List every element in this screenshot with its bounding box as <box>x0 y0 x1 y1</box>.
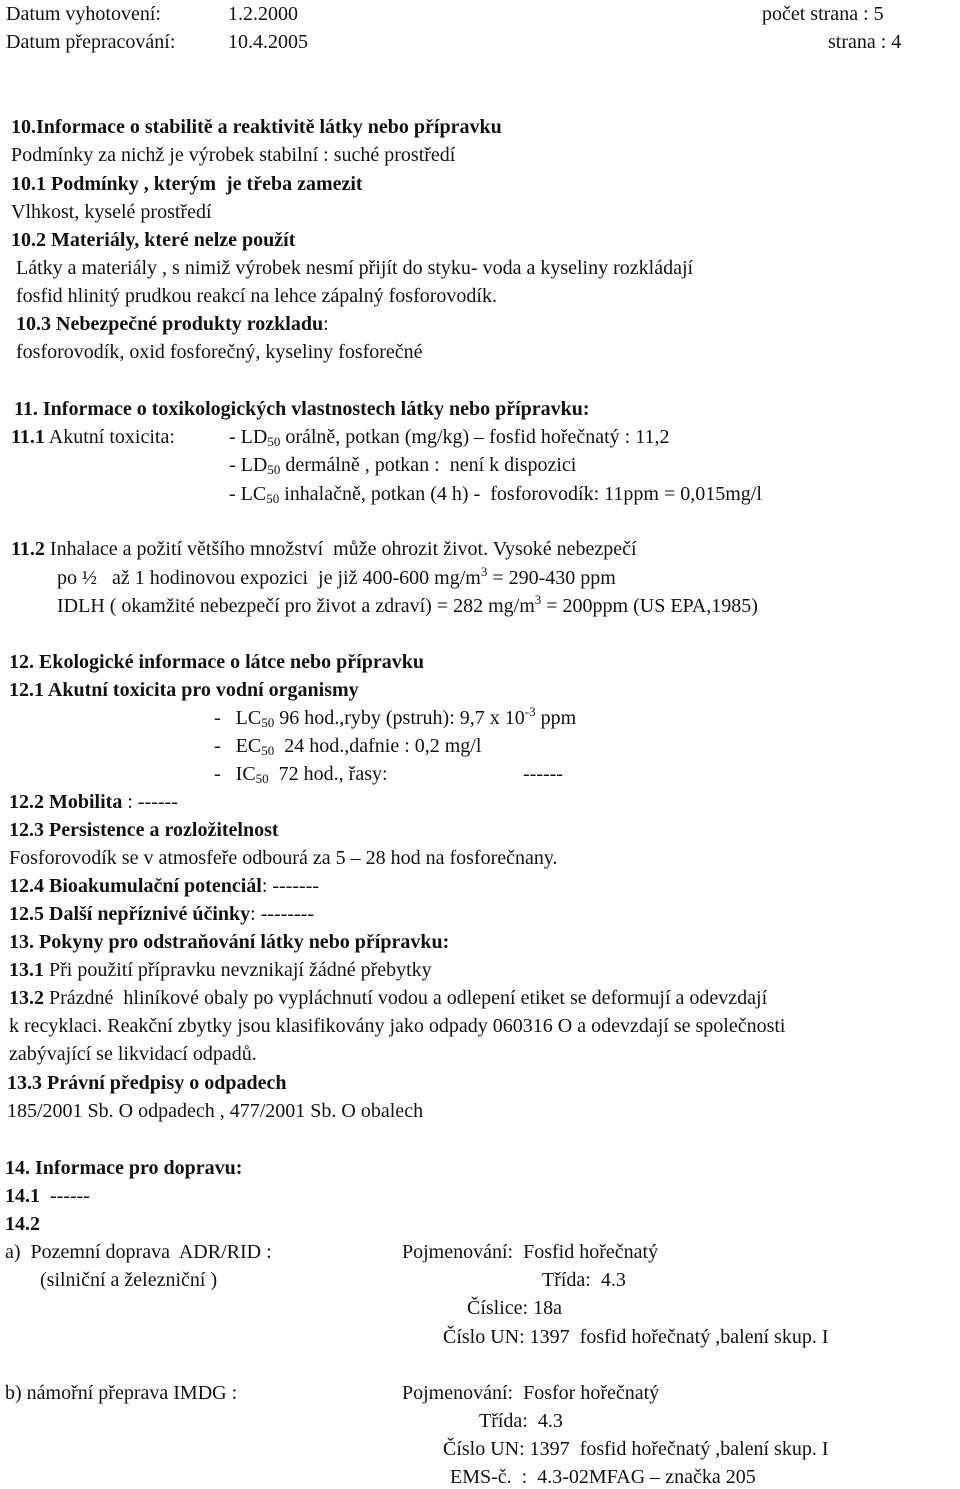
section-10-heading: 10.Informace o stabilitě a reaktivitě látky nebo přípravku <box>11 116 502 138</box>
land-transport-number: Číslice: 18a <box>467 1297 562 1319</box>
page-number: strana : 4 <box>828 31 902 53</box>
aquatic-lc50: - $LC_{50}$ 96 hod.,ryby (pstruh): 9,7 x $10^{-3}$ ppm <box>214 704 577 730</box>
section-13-2-text-2: k recyklaci. Reakční zbytky jsou klasifikovány jako odpady 060316 O a odevzdají se společnosti <box>9 1015 786 1037</box>
section-12-heading: 12. Ekologické informace o látce nebo přípravku <box>9 651 424 673</box>
land-transport-sublabel: (silniční a železniční ) <box>40 1269 218 1291</box>
sea-transport-name: Pojmenování: Fosfor hořečnatý <box>402 1382 660 1404</box>
section-10-2-text-2: fosfid hlinitý prudkou reakcí na lehce zápalný fosforovodík. <box>16 285 497 307</box>
aquatic-ic50-value: ------ <box>523 763 563 785</box>
stable-conditions-text: Podmínky za nichž je výrobek stabilní : suché prostředí <box>11 144 456 166</box>
section-11-2-text: 11.2 Inhalace a požití většího množství může ohrozit život. Vysoké nebezpečí <box>11 538 637 560</box>
land-transport-label: a) Pozemní doprava ADR/RID : <box>5 1241 272 1263</box>
section-12-3-heading: 12.3 Persistence a rozložitelnost <box>9 819 279 841</box>
section-11-heading: 11. Informace o toxikologických vlastnostech látky nebo přípravku: <box>14 398 590 420</box>
section-14-1: 14.1 ------ <box>5 1185 90 1207</box>
section-10-2-heading: 10.2 Materiály, které nelze použít <box>11 229 296 251</box>
aquatic-ic50: - $IC_{50}$ 72 hod., řasy: <box>214 763 388 786</box>
revised-date-value: 10.4.2005 <box>228 31 308 53</box>
section-10-2-text-1: Látky a materiály , s nimiž výrobek nesmí přijít do styku- voda a kyseliny rozkládají <box>16 257 694 279</box>
revised-date-label: Datum přepracování: <box>6 31 176 53</box>
land-transport-un: Číslo UN: 1397 fosfid hořečnatý ,balení skup. I <box>443 1326 829 1348</box>
section-14-2-heading: 14.2 <box>5 1213 40 1235</box>
section-12-1-heading: 12.1 Akutní toxicita pro vodní organismy <box>9 679 359 701</box>
section-12-3-text: Fosforovodík se v atmosfeře odbourá za 5 – 28 hod na fosforečnany. <box>9 847 558 869</box>
section-14-heading: 14. Informace pro dopravu: <box>5 1157 243 1179</box>
section-13-2-text-1: 13.2 Prázdné hliníkové obaly po vypláchnutí vodou a odlepení etiket se deformují a odevzdají <box>9 987 768 1009</box>
section-10-1-heading: 10.1 Podmínky , kterým je třeba zamezit <box>11 173 363 195</box>
sea-transport-label: b) námořní přeprava IMDG : <box>5 1382 238 1404</box>
page-count: počet strana : 5 <box>762 3 884 25</box>
created-date-label: Datum vyhotovení: <box>6 3 161 25</box>
section-12-2: 12.2 Mobilita : ------ <box>9 791 178 813</box>
sea-transport-ems: EMS-č. : 4.3-02MFAG – značka 205 <box>450 1466 756 1488</box>
section-13-3-text: 185/2001 Sb. O odpadech , 477/2001 Sb. O obalech <box>7 1100 424 1122</box>
sea-transport-un: Číslo UN: 1397 fosfid hořečnatý ,balení skup. I <box>443 1438 829 1460</box>
section-11-1-label: 11.1 Akutní toxicita: <box>11 426 175 448</box>
land-transport-name: Pojmenování: Fosfid hořečnatý <box>402 1241 659 1263</box>
section-13-heading: 13. Pokyny pro odstraňování látky nebo přípravku: <box>9 931 450 953</box>
toxicity-ld50-dermal: - $LD_{50}$ dermálně , potkan : není k dispozici <box>229 454 577 477</box>
created-date-value: 1.2.2000 <box>228 3 298 25</box>
toxicity-ld50-oral: - $LD_{50}$ orálně, potkan (mg/kg) – fosfid hořečnatý : 11,2 <box>229 426 670 449</box>
section-13-1: 13.1 Při použití přípravku nevznikají žádné přebytky <box>9 959 432 981</box>
land-transport-class: Třída: 4.3 <box>542 1269 626 1291</box>
exposure-text: po ½ až 1 hodinovou expozici je již 400-600 $mg/m^3 = 290-430$ ppm <box>57 564 616 589</box>
section-12-4: 12.4 Bioakumulační potenciál: ------- <box>9 875 319 897</box>
section-10-3-heading: 10.3 Nebezpečné produkty rozkladu: <box>16 313 329 335</box>
idlh-text: IDLH ( okamžité nebezpečí pro život a zdraví) = 282 $mg/m^3 = 200ppm$ (US EPA,1985) <box>57 592 758 617</box>
toxicity-lc50-inhal: - $LC_{50}$ inhalačně, potkan (4 h) - fosforovodík: 11ppm = 0,015mg/l <box>229 483 762 506</box>
aquatic-ec50: - $EC_{50}$ 24 hod.,dafnie : 0,2 mg/l <box>214 735 482 758</box>
sea-transport-class: Třída: 4.3 <box>479 1410 563 1432</box>
section-10-1-text: Vlhkost, kyselé prostředí <box>11 201 212 223</box>
section-10-3-text: fosforovodík, oxid fosforečný, kyseliny fosforečné <box>16 341 423 363</box>
section-12-5: 12.5 Další nepříznivé účinky: -------- <box>9 903 314 925</box>
section-13-3-heading: 13.3 Právní předpisy o odpadech <box>7 1072 287 1094</box>
section-13-2-text-3: zabývající se likvidací odpadů. <box>9 1043 257 1065</box>
